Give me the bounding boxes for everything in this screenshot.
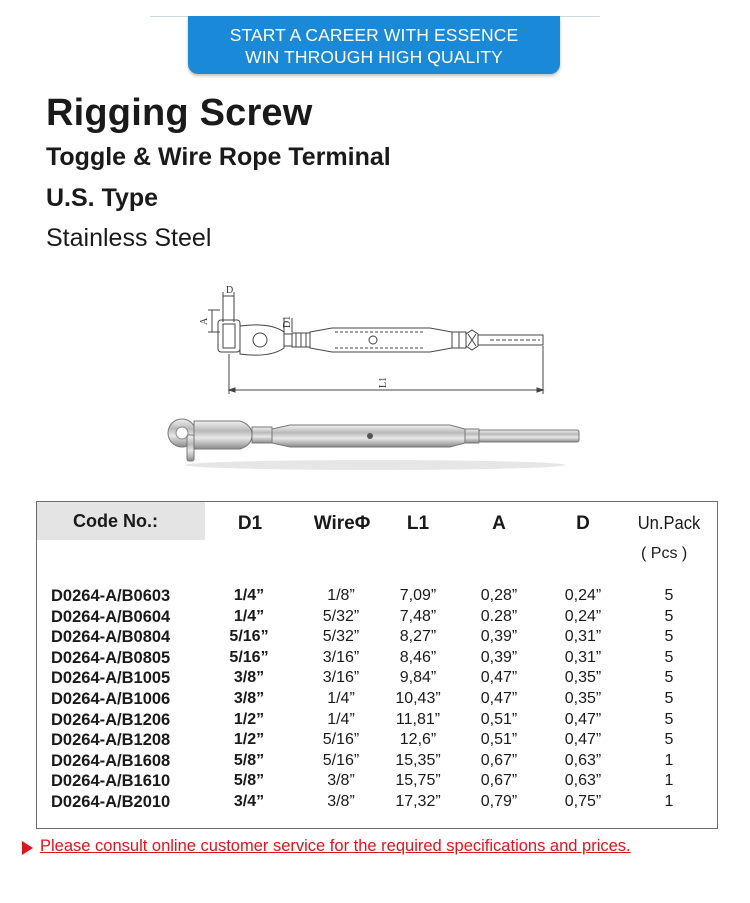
header-code: Code No.: (73, 511, 158, 531)
cell-a: 0,67” (480, 772, 518, 790)
cell-l1: 15,35” (395, 751, 441, 769)
cell-l1: 8,27” (399, 628, 437, 646)
cell-wire: 5/16” (322, 731, 360, 749)
table-row (37, 607, 717, 628)
cell-pack: 5 (664, 710, 674, 728)
cell-d: 0,24” (564, 587, 602, 604)
cell-code: D0264-A/B0604 (51, 607, 171, 626)
product-title: Rigging Screw (46, 92, 313, 134)
cell-l1: 7,09” (399, 587, 437, 604)
table-row (37, 668, 717, 689)
product-photo (160, 405, 590, 475)
table-body (37, 586, 717, 813)
header-unpack: Un.Pack (637, 513, 701, 533)
cell-wire: 3/8” (327, 772, 355, 790)
cell-pack: 1 (664, 751, 674, 769)
cell-d1: 1/2” (233, 710, 265, 728)
cell-code: D0264-A/B1610 (51, 772, 171, 791)
cell-l1: 11,81” (395, 710, 441, 728)
cell-d1: 5/16” (229, 648, 269, 666)
cell-d1: 3/8” (233, 669, 265, 687)
cell-code: D0264-A/B0603 (51, 587, 171, 605)
product-subtitle-terminal: Toggle & Wire Rope Terminal (46, 143, 391, 171)
table-row (37, 648, 717, 669)
cell-a: 0,47” (480, 689, 518, 707)
cell-a: 0,67” (480, 751, 518, 769)
product-material: Stainless Steel (46, 224, 212, 252)
cell-wire: 3/16” (322, 669, 360, 687)
cell-pack: 1 (664, 792, 674, 810)
code-header-cell (37, 502, 205, 541)
cell-pack: 5 (664, 669, 674, 687)
cell-code: D0264-A/B1005 (51, 669, 171, 688)
header-wire: WireΦ (313, 513, 371, 534)
cell-code: D0264-A/B2010 (51, 792, 171, 811)
cell-d1: 1/4” (233, 587, 265, 604)
spec-table (36, 501, 718, 829)
cell-code: D0264-A/B1206 (51, 710, 171, 729)
label-d: D (226, 285, 234, 296)
cell-code: D0264-A/B1006 (51, 689, 171, 708)
header-d1: D1 (237, 513, 263, 534)
cell-d: 0,63” (564, 772, 602, 790)
cell-d: 0,24” (564, 607, 602, 625)
technical-drawing (160, 282, 560, 400)
cell-l1: 15,75” (395, 772, 441, 790)
banner-line-1: START A CAREER WITH ESSENCE (229, 25, 519, 45)
cell-d: 0,35” (564, 669, 602, 687)
cell-wire: 3/16” (322, 648, 360, 666)
slogan-banner (188, 16, 560, 74)
cell-code: D0264-A/B1208 (51, 731, 171, 750)
table-row (37, 771, 717, 792)
note-arrow-icon (22, 841, 33, 855)
cell-l1: 17,32” (395, 792, 441, 810)
banner-line-2: WIN THROUGH HIGH QUALITY (245, 47, 503, 67)
cell-d1: 1/2” (233, 731, 265, 749)
cell-d1: 3/4” (233, 792, 265, 810)
cell-pack: 5 (664, 628, 674, 646)
cell-l1: 10,43” (395, 689, 441, 707)
cell-a: 0.28” (480, 607, 518, 625)
cell-d1: 5/8” (233, 751, 265, 769)
consult-note-link[interactable]: Please consult online customer service for the required specifications and prices. (40, 837, 631, 855)
table-row (37, 627, 717, 648)
label-l1: L1 (378, 376, 389, 388)
cell-a: 0,39” (480, 648, 518, 666)
cell-pack: 5 (664, 587, 674, 604)
cell-pack: 1 (664, 772, 674, 790)
table-row (37, 689, 717, 710)
cell-wire: 1/4” (327, 689, 355, 707)
cell-wire: 5/16” (322, 751, 360, 769)
cell-wire: 5/32” (322, 628, 360, 646)
cell-d: 0,75” (564, 792, 602, 810)
cell-a: 0,51” (480, 710, 518, 728)
cell-d: 0,47” (564, 731, 602, 749)
label-a: A (199, 317, 210, 325)
cell-a: 0,79” (480, 792, 518, 810)
table-row (37, 710, 717, 731)
cell-l1: 12,6” (399, 731, 437, 749)
pack-unit-label: ( Pcs ) (641, 545, 688, 562)
cell-a: 0,39” (480, 628, 518, 646)
cell-a: 0,51” (480, 731, 518, 749)
cell-wire: 5/32” (322, 607, 360, 625)
label-d1: D1 (282, 315, 293, 328)
header-l1: L1 (406, 513, 430, 534)
cell-code: D0264-A/B1608 (51, 751, 171, 770)
cell-d: 0,35” (564, 689, 602, 707)
cell-d: 0,63” (564, 751, 602, 769)
cell-pack: 5 (664, 731, 674, 749)
cell-d: 0,47” (564, 710, 602, 728)
header-d: D (576, 513, 590, 534)
cell-d: 0,31” (564, 628, 602, 646)
cell-a: 0,28” (480, 587, 518, 604)
header-a: A (492, 513, 506, 534)
cell-a: 0,47” (480, 669, 518, 687)
cell-d1: 5/16” (229, 628, 269, 646)
table-row (37, 586, 717, 607)
cell-d: 0,31” (564, 648, 602, 666)
cell-pack: 5 (664, 607, 674, 625)
cell-l1: 9,84” (399, 669, 437, 687)
cell-d1: 3/8” (233, 689, 265, 707)
cell-pack: 5 (664, 648, 674, 666)
cell-wire: 1/8” (327, 587, 355, 604)
cell-l1: 8,46” (399, 648, 437, 666)
cell-l1: 7,48” (399, 607, 437, 625)
cell-d1: 5/8” (233, 772, 265, 790)
product-subtitle-type: U.S. Type (46, 184, 159, 212)
table-row (37, 730, 717, 751)
cell-pack: 5 (664, 689, 674, 707)
cell-code: D0264-A/B0804 (51, 628, 171, 647)
table-row (37, 751, 717, 772)
table-row (37, 792, 717, 813)
cell-wire: 1/4” (327, 710, 355, 728)
cell-wire: 3/8” (327, 792, 355, 810)
cell-d1: 1/4” (233, 607, 265, 625)
cell-code: D0264-A/B0805 (51, 648, 171, 667)
